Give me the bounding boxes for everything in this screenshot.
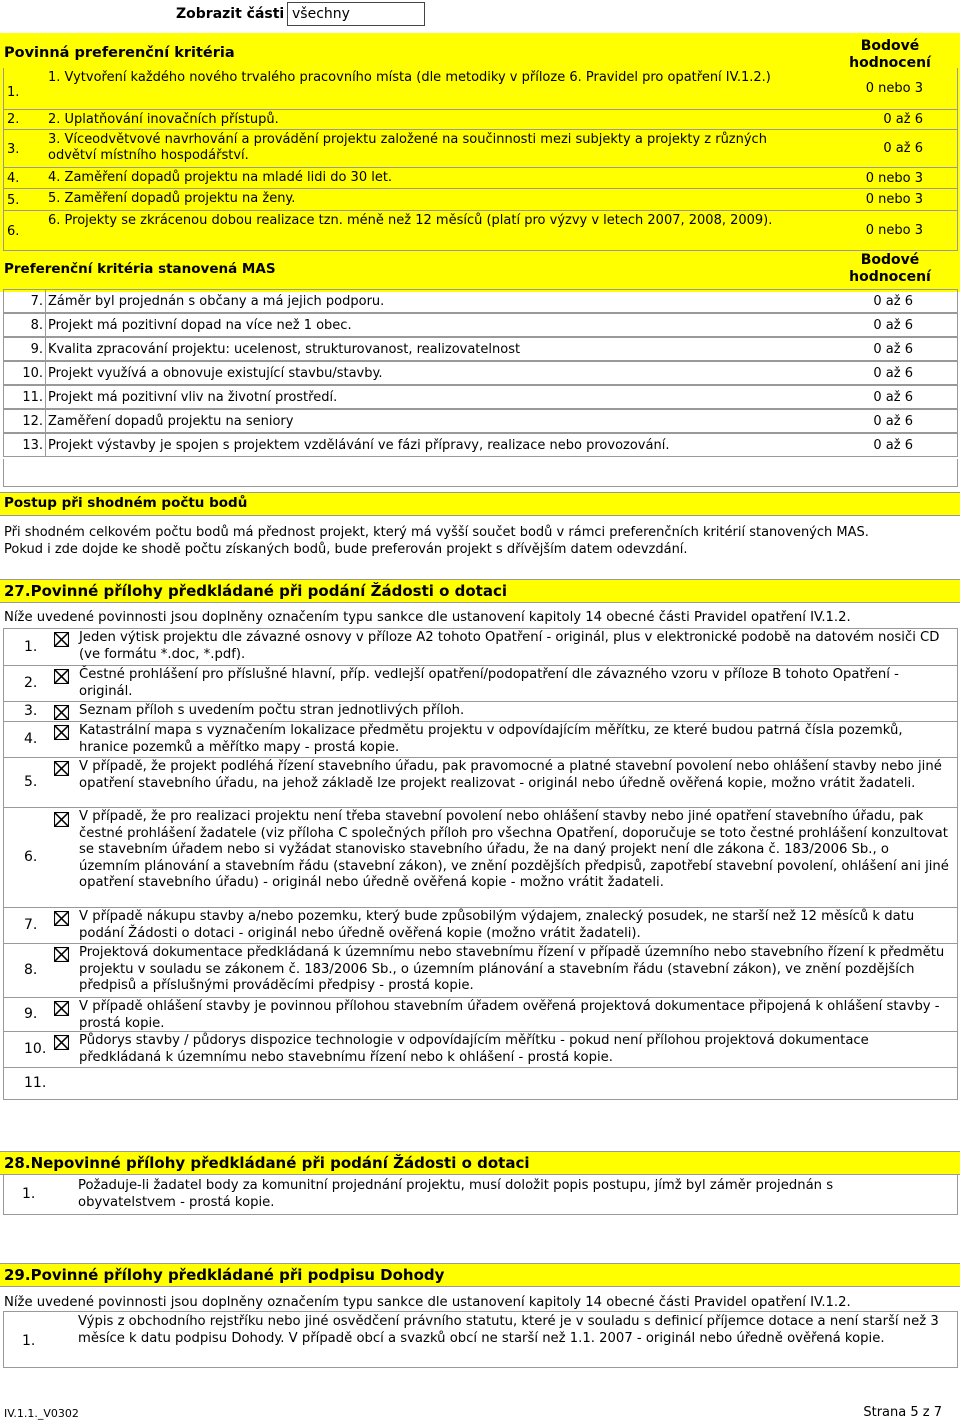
criteria-score: 0 nebo 3 bbox=[865, 81, 923, 96]
attachment-text: Jeden výtisk projektu dle závazné osnovy v příloze A2 tohoto Opatření - originál, plus v elektronické podobě na datovém nosiči CD (ve formátu *.doc, *.pdf). bbox=[79, 630, 940, 662]
criteria-num-cell bbox=[4, 314, 46, 337]
footer-page: Strana 5 z 7 bbox=[863, 1405, 942, 1420]
attachment-num: 6. bbox=[24, 849, 38, 865]
attachment-num: 1. bbox=[24, 639, 38, 655]
attachment-num: 7. bbox=[24, 917, 38, 933]
attachment-row bbox=[3, 722, 958, 758]
criteria-text: Zaměření dopadů projektu na seniory bbox=[48, 414, 294, 429]
criteria-score: 0 až 6 bbox=[883, 112, 923, 127]
s27-intro: Níže uvedené povinnosti jsou doplněny označením typu sankce dle ustanovení kapitoly 14 obecné části Pravidel opatření IV.1.2. bbox=[4, 610, 851, 625]
criteria-num: 12. bbox=[22, 414, 43, 429]
attachment-row bbox=[3, 944, 958, 998]
criteria-text: Projekt výstavby je spojen s projektem vzdělávání ve fázi přípravy, realizace nebo provozování. bbox=[48, 438, 670, 453]
s29-item-text: Výpis z obchodního rejstříku nebo jiné osvědčení právního statutu, které je v souladu s definicí příjemce dotace a není starší než 3 měsíce k datu podpisu Dohody. V případě obcí a svazků obcí ne starší než 1.1. 2007 - originál nebo úředně ověřená kopie. bbox=[78, 1314, 939, 1346]
attachment-num: 4. bbox=[24, 731, 38, 747]
attachment-text: Čestné prohlášení pro příslušné hlavní, příp. vedlejší opatření/podopatření dle závazného vzoru v příloze B tohoto Opatření - originál. bbox=[79, 667, 899, 699]
score-header-line1: Bodové bbox=[860, 252, 920, 268]
criteria-num: 11. bbox=[22, 390, 43, 405]
criteria-num-cell bbox=[4, 386, 46, 409]
criteria-score: 0 až 6 bbox=[873, 366, 913, 381]
attachment-text: Seznam příloh s uvedením počtu stran jednotlivých příloh. bbox=[79, 703, 465, 718]
criteria-score: 0 nebo 3 bbox=[865, 192, 923, 207]
criteria-text: Projekt využívá a obnovuje existující stavbu/stavby. bbox=[48, 366, 383, 381]
criteria-text: 4. Zaměření dopadů projektu na mladé lidi do 30 let. bbox=[48, 170, 393, 185]
criteria-row bbox=[3, 337, 958, 361]
criteria-row bbox=[3, 313, 958, 337]
attachment-num: 2. bbox=[24, 675, 38, 691]
criteria-num: 9. bbox=[30, 342, 43, 357]
criteria-text: 1. Vytvoření každého nového trvalého pracovního místa (dle metodiky v příloze 6. Pravidel pro opatření IV.1.2.) bbox=[48, 70, 771, 85]
criteria-num: 1. bbox=[7, 85, 20, 100]
s27-title: 27.Povinné přílohy předkládané při podání Žádosti o dotaci bbox=[4, 582, 508, 600]
attachment-text: V případě ohlášení stavby je povinnou přílohou stavebním úřadem ověřená projektová dokumentace připojená k ohlášení stavby - prostá kopie. bbox=[79, 999, 940, 1031]
criteria-row bbox=[3, 110, 958, 130]
attachment-num: 3. bbox=[24, 703, 38, 719]
attachment-text: Půdorys stavby / půdorys dispozice technologie v odpovídajícím měřítku - pokud není přílohou projektová dokumentace předkládaná k územnímu nebo stavebnímu řízení nebo k ohlášení - prostá kopie. bbox=[79, 1033, 869, 1065]
filter-select[interactable]: všechny bbox=[287, 2, 425, 26]
attachment-num: 10. bbox=[24, 1041, 47, 1057]
criteria-num: 7. bbox=[30, 294, 43, 309]
checkbox-x-icon[interactable] bbox=[54, 911, 69, 926]
tie-title: Postup při shodném počtu bodů bbox=[4, 495, 248, 511]
criteria-spacer bbox=[3, 459, 958, 487]
attachment-row bbox=[3, 628, 958, 666]
criteria-text: 6. Projekty se zkrácenou dobou realizace tzn. méně než 12 měsíců (platí pro výzvy v letech 2007, 2008, 2009). bbox=[48, 213, 773, 228]
attachment-row bbox=[3, 808, 958, 908]
checkbox-x-icon[interactable] bbox=[54, 725, 69, 740]
criteria-num-cell bbox=[4, 410, 46, 433]
attachment-text: Projektová dokumentace předkládaná k územnímu nebo stavebnímu řízení v případě územního nebo stavebního řízení k předmětu projektu v souladu se zákonem č. 183/2006 Sb., o územním plánování a stavebním řádu (stavební zákon), ve znění pozdějších předpisů a příslušnými prováděcími předpisy - prostá kopie. bbox=[79, 945, 945, 993]
criteria-row bbox=[3, 189, 958, 211]
criteria-score: 0 až 6 bbox=[873, 342, 913, 357]
criteria-num: 5. bbox=[7, 193, 20, 208]
criteria-row bbox=[3, 433, 958, 457]
criteria-score: 0 až 6 bbox=[873, 438, 913, 453]
attachment-row bbox=[3, 666, 958, 702]
attachment-text: V případě, že pro realizaci projektu není třeba stavební povolení nebo ohlášení stavby nebo jiné opatření stavebního úřadu, pak čestné prohlášení žadatele (viz příloha C společných příloh pro všechna Opatření, doporučuje se toto čestné prohlášení konzultovat se stavebním úřadem nebo si vyžádat stanovisko stavebního úřadu, že na daný projekt není dle zákona č. 183/2006 Sb., o územním plánování a stavebním řádu (stavební zákon), ve znění pozdějších předpisů, zapotřebí stavební povolení, ohlášení ani jiné opatření stavebního úřadu) - originál nebo úředně ověřená kopie - možno vrátit žadateli. bbox=[79, 809, 949, 890]
criteria-num: 13. bbox=[22, 438, 43, 453]
s29-intro: Níže uvedené povinnosti jsou doplněny označením typu sankce dle ustanovení kapitoly 14 obecné části Pravidel opatření IV.1.2. bbox=[4, 1295, 851, 1310]
criteria-num-cell bbox=[4, 362, 46, 385]
criteria-text: 3. Víceodvětvové navrhování a provádění projektu založené na součinnosti mezi subjekty a projekty z různých odvětví místního hospodářství. bbox=[48, 132, 767, 163]
footer-code: IV.1.1._V0302 bbox=[4, 1407, 79, 1420]
s28-title: 28.Nepovinné přílohy předkládané při podání Žádosti o dotaci bbox=[4, 1154, 530, 1172]
mas-criteria-title: Preferenční kritéria stanovená MAS bbox=[4, 261, 276, 277]
criteria-score: 0 nebo 3 bbox=[865, 170, 923, 186]
s29-item-num: 1. bbox=[22, 1333, 36, 1349]
criteria-num: 6. bbox=[7, 224, 20, 239]
checkbox-x-icon[interactable] bbox=[54, 947, 69, 962]
checkbox-x-icon[interactable] bbox=[54, 669, 69, 684]
criteria-num-cell bbox=[4, 290, 46, 313]
criteria-num: 10. bbox=[22, 366, 43, 381]
criteria-row bbox=[3, 385, 958, 409]
criteria-num: 4. bbox=[7, 171, 20, 186]
mandatory-criteria-title: Povinná preferenční kritéria bbox=[4, 45, 235, 61]
score-header-line2: hodnocení bbox=[849, 55, 931, 71]
s29-title: 29.Povinné přílohy předkládané při podpisu Dohody bbox=[4, 1266, 445, 1284]
criteria-text: Kvalita zpracování projektu: ucelenost, strukturovanost, realizovatelnost bbox=[48, 342, 521, 357]
attachment-row bbox=[3, 1032, 958, 1068]
criteria-score: 0 až 6 bbox=[883, 141, 923, 156]
tie-text bbox=[4, 524, 954, 558]
checkbox-x-icon[interactable] bbox=[54, 705, 69, 720]
score-header-line1: Bodové bbox=[860, 38, 920, 54]
s28-item-num: 1. bbox=[22, 1186, 36, 1202]
checkbox-x-icon[interactable] bbox=[54, 1035, 69, 1050]
criteria-text: Projekt má pozitivní dopad na více než 1 obec. bbox=[48, 318, 352, 333]
criteria-row bbox=[3, 130, 958, 168]
criteria-num: 8. bbox=[30, 318, 43, 333]
tie-line2: Pokud i zde dojde ke shodě počtu získaných bodů, bude preferován projekt s dřívějším datem odevzdání. bbox=[4, 542, 688, 557]
criteria-row bbox=[3, 168, 958, 189]
checkbox-x-icon[interactable] bbox=[54, 632, 69, 647]
criteria-text: 5. Zaměření dopadů projektu na ženy. bbox=[48, 191, 296, 206]
attachment-text: V případě nákupu stavby a/nebo pozemku, který bude způsobilým výdajem, znalecký posudek, ne starší než 12 měsíců k datu podání Žádosti o dotaci - originál nebo úředně ověřená kopie (možno vrátit žadateli). bbox=[79, 909, 915, 941]
criteria-row bbox=[3, 211, 958, 251]
score-header-line2: hodnocení bbox=[849, 269, 931, 285]
criteria-row bbox=[3, 289, 958, 313]
criteria-text: 2. Uplatňování inovačních přístupů. bbox=[48, 112, 279, 127]
criteria-text: Projekt má pozitivní vliv na životní prostředí. bbox=[48, 390, 338, 405]
criteria-num: 3. bbox=[7, 142, 20, 157]
criteria-score: 0 až 6 bbox=[873, 294, 913, 309]
criteria-row bbox=[3, 68, 958, 110]
criteria-score: 0 nebo 3 bbox=[865, 223, 923, 238]
checkbox-x-icon[interactable] bbox=[54, 1001, 69, 1016]
tie-line1: Při shodném celkovém počtu bodů má přednost projekt, který má vyšší součet bodů v rámci preferenčních kritérií stanovených MAS. bbox=[4, 525, 869, 540]
criteria-text: Záměr byl projednán s občany a má jejich podporu. bbox=[48, 294, 385, 309]
mandatory-score-header bbox=[835, 38, 945, 72]
attachment-text: V případě, že projekt podléhá řízení stavebního úřadu, pak pravomocné a platné stavební povolení nebo ohlášení stavby nebo jiné opatření stavebního úřadu, na jehož základě lze projekt realizovat - originál nebo úředně ověřená kopie, možno vrátit žadateli. bbox=[79, 759, 942, 791]
attachment-row bbox=[3, 702, 958, 722]
criteria-row bbox=[3, 361, 958, 385]
criteria-score: 0 až 6 bbox=[873, 318, 913, 333]
mas-score-header bbox=[835, 252, 945, 286]
attachment-num: 9. bbox=[24, 1006, 38, 1022]
s28-item-text: Požaduje-li žadatel body za komunitní projednání projektu, musí doložit popis postupu, jímž byl záměr projednán s obyvatelstvem - prostá kopie. bbox=[78, 1178, 834, 1210]
criteria-score: 0 až 6 bbox=[873, 390, 913, 405]
s29-frame bbox=[3, 1311, 958, 1368]
attachment-row bbox=[3, 998, 958, 1032]
s28-frame bbox=[3, 1175, 958, 1215]
criteria-score: 0 až 6 bbox=[873, 414, 913, 429]
attachment-row bbox=[3, 758, 958, 808]
attachment-row bbox=[3, 908, 958, 944]
attachment-num: 5. bbox=[24, 774, 38, 790]
checkbox-x-icon[interactable] bbox=[54, 761, 69, 776]
criteria-num: 2. bbox=[7, 112, 20, 127]
attachment-num: 11. bbox=[24, 1075, 47, 1091]
criteria-num-cell bbox=[4, 434, 46, 457]
attachment-row bbox=[3, 1068, 958, 1100]
attachment-text: Katastrální mapa s vyznačením lokalizace předmětu projektu v odpovídajícím měřítku, ze které budou patrná čísla pozemků, hranice pozemků a měřítko mapy - prostá kopie. bbox=[79, 723, 903, 755]
checkbox-x-icon[interactable] bbox=[54, 812, 69, 827]
filter-label: Zobrazit části bbox=[176, 6, 285, 22]
criteria-num-cell bbox=[4, 338, 46, 361]
criteria-row bbox=[3, 409, 958, 433]
attachment-num: 8. bbox=[24, 962, 38, 978]
